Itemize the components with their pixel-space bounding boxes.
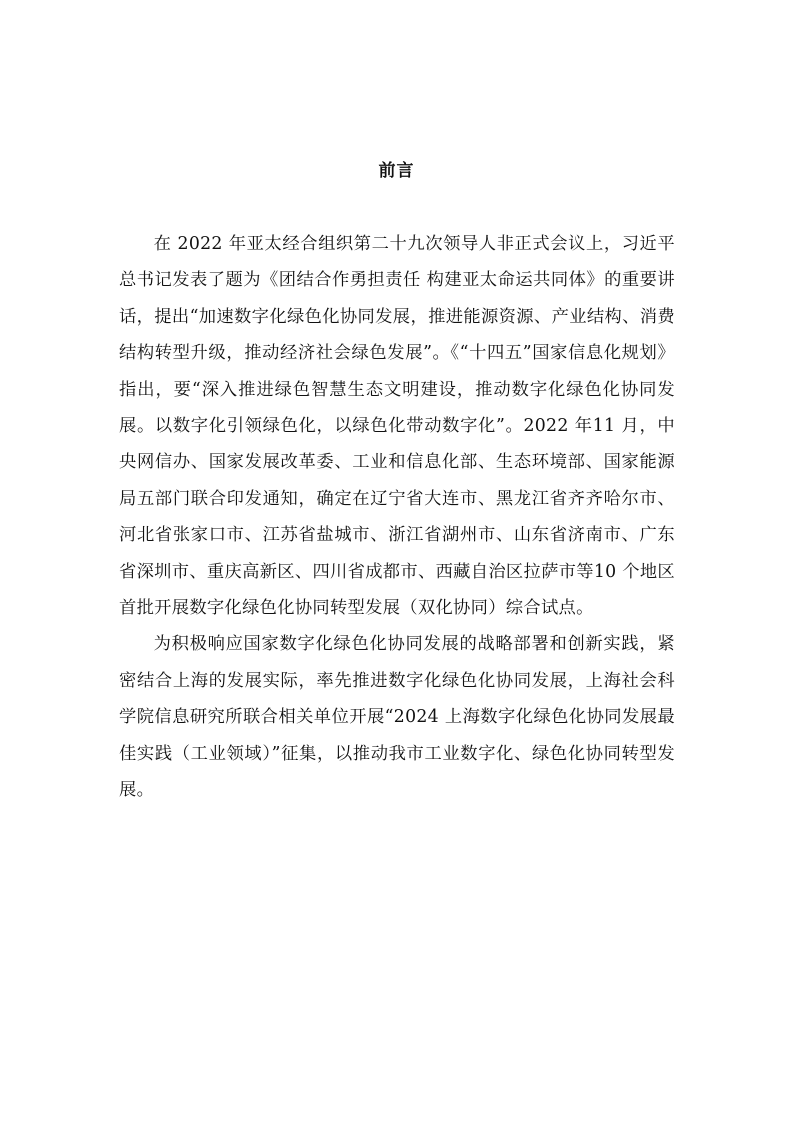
document-body	[119, 226, 675, 809]
paragraph-2: 为积极响应国家数字化绿色化协同发展的战略部署和创新实践，紧密结合上海的发展实际，率先推进数字化绿色化协同发展，上海社会科学院信息研究所联合相关单位开展“2024 上海数字化绿色化协同发展最佳实践（工业领域）”征集，以推动我市工业数字化、绿色化协同转型发展。	[119, 634, 675, 801]
paragraph-1: 在 2022 年亚太经合组织第二十九次领导人非正式会议上，习近平总书记发表了题为《团结合作勇担责任 构建亚太命运共同体》的重要讲话，提出“加速数字化绿色化协同发展，推进能源资源、产业结构、消费结构转型升级，推动经济社会绿色发展”。《“十四五”国家信息化规划》指出，要“深入推进绿色智慧生态文明建设，推动数字化绿色化协同发展。以数字化引领绿色化，以绿色化带动数字化”。2022 年11 月，中央网信办、国家发展改革委、工业和信息化部、生态环境部、国家能源局五部门联合印发通知，确定在辽宁省大连市、黑龙江省齐齐哈尔市、河北省张家口市、江苏省盐城市、浙江省湖州市、山东省济南市、广东省深圳市、重庆高新区、四川省成都市、西藏自治区拉萨市等10 个地区首批开展数字化绿色化协同转型发展（双化协同）综合试点。	[119, 234, 675, 619]
page-title: 前言	[378, 161, 415, 182]
